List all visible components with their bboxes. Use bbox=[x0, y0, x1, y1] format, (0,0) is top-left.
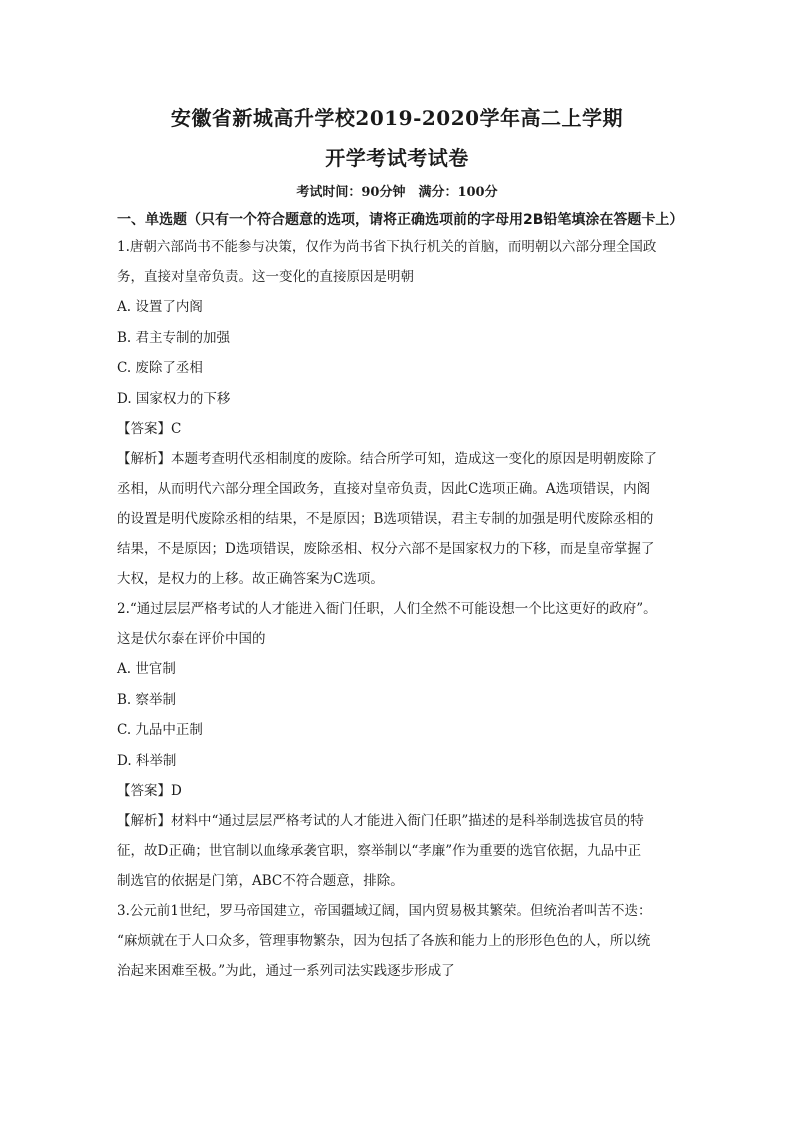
analysis-line: 的设置是明代废除丞相的结果，不是原因；B选项错误，君主专制的加强是明代废除丞相的 bbox=[117, 511, 654, 527]
option-b: B. 察举制 bbox=[117, 691, 177, 708]
question-stem-line: 务，直接对皇帝负责。这一变化的直接原因是明朝 bbox=[117, 269, 414, 285]
question-stem-line: 2.“通过层层严格考试的人才能进入衙门任职，人们全然不可能设想一个比这更好的政府”。 bbox=[117, 601, 657, 617]
option-d: D. 国家权力的下移 bbox=[117, 390, 231, 407]
analysis-line: 结果，不是原因；D选项错误，废除丞相、权分六部不是国家权力的下移，而是皇帝掌握了 bbox=[117, 541, 655, 557]
question-stem-line: 这是伏尔泰在评价中国的 bbox=[117, 631, 266, 647]
question-stem-line: 治起来困难至极。”为此，通过一系列司法实践逐步形成了 bbox=[117, 963, 455, 979]
option-c: C. 废除了丞相 bbox=[117, 360, 203, 376]
exam-page bbox=[117, 100, 684, 986]
exam-time-score: 考试时间：90分钟 满分：100分 bbox=[296, 185, 498, 200]
question-stem-line: “麻烦就在于人口众多，管理事物繁杂，因为包括了各族和能力上的形形色色的人，所以统 bbox=[117, 933, 651, 949]
option-a: A. 设置了内阁 bbox=[117, 299, 203, 315]
option-a: A. 世官制 bbox=[117, 661, 176, 677]
option-d: D. 科举制 bbox=[117, 752, 177, 769]
analysis-line: 大权，是权力的上移。故正确答案为C选项。 bbox=[117, 571, 384, 587]
answer: 【答案】D bbox=[117, 783, 182, 799]
exam-title-line2: 开学考试考试卷 bbox=[325, 146, 469, 170]
question-2 bbox=[117, 594, 677, 896]
analysis-line: 丞相，从而明代六部分理全国政务，直接对皇帝负责，因此C选项正确。A选项错误，内阁 bbox=[117, 481, 651, 497]
question-3 bbox=[117, 896, 677, 986]
section-heading: 一、单选题（只有一个符合题意的选项，请将正确选项前的字母用2B铅笔填涂在答题卡上） bbox=[117, 212, 684, 228]
exam-title-line1: 安徽省新城高升学校2019-2020学年高二上学期 bbox=[170, 106, 624, 130]
option-b: B. 君主专制的加强 bbox=[117, 329, 231, 346]
analysis-line: 【解析】本题考查明代丞相制度的废除。结合所学可知，造成这一变化的原因是明朝废除了 bbox=[117, 451, 657, 467]
analysis-line: 制选官的依据是门第，ABC不符合题意，排除。 bbox=[117, 873, 404, 889]
answer: 【答案】C bbox=[117, 421, 182, 437]
question-stem-line: 3.公元前1世纪，罗马帝国建立，帝国疆域辽阔，国内贸易极其繁荣。但统治者叫苦不迭： bbox=[117, 903, 652, 919]
question-stem-line: 1.唐朝六部尚书不能参与决策，仅作为尚书省下执行机关的首脑，而明朝以六部分理全国政 bbox=[117, 239, 657, 255]
option-c: C. 九品中正制 bbox=[117, 722, 203, 738]
analysis-line: 【解析】材料中“通过层层严格考试的人才能进入衙门任职”描述的是科举制选拔官员的特 bbox=[117, 813, 644, 829]
question-1 bbox=[117, 232, 677, 594]
analysis-line: 征，故D正确；世官制以血缘承袭官职，察举制以“孝廉”作为重要的选官依据，九品中正 bbox=[117, 843, 642, 859]
